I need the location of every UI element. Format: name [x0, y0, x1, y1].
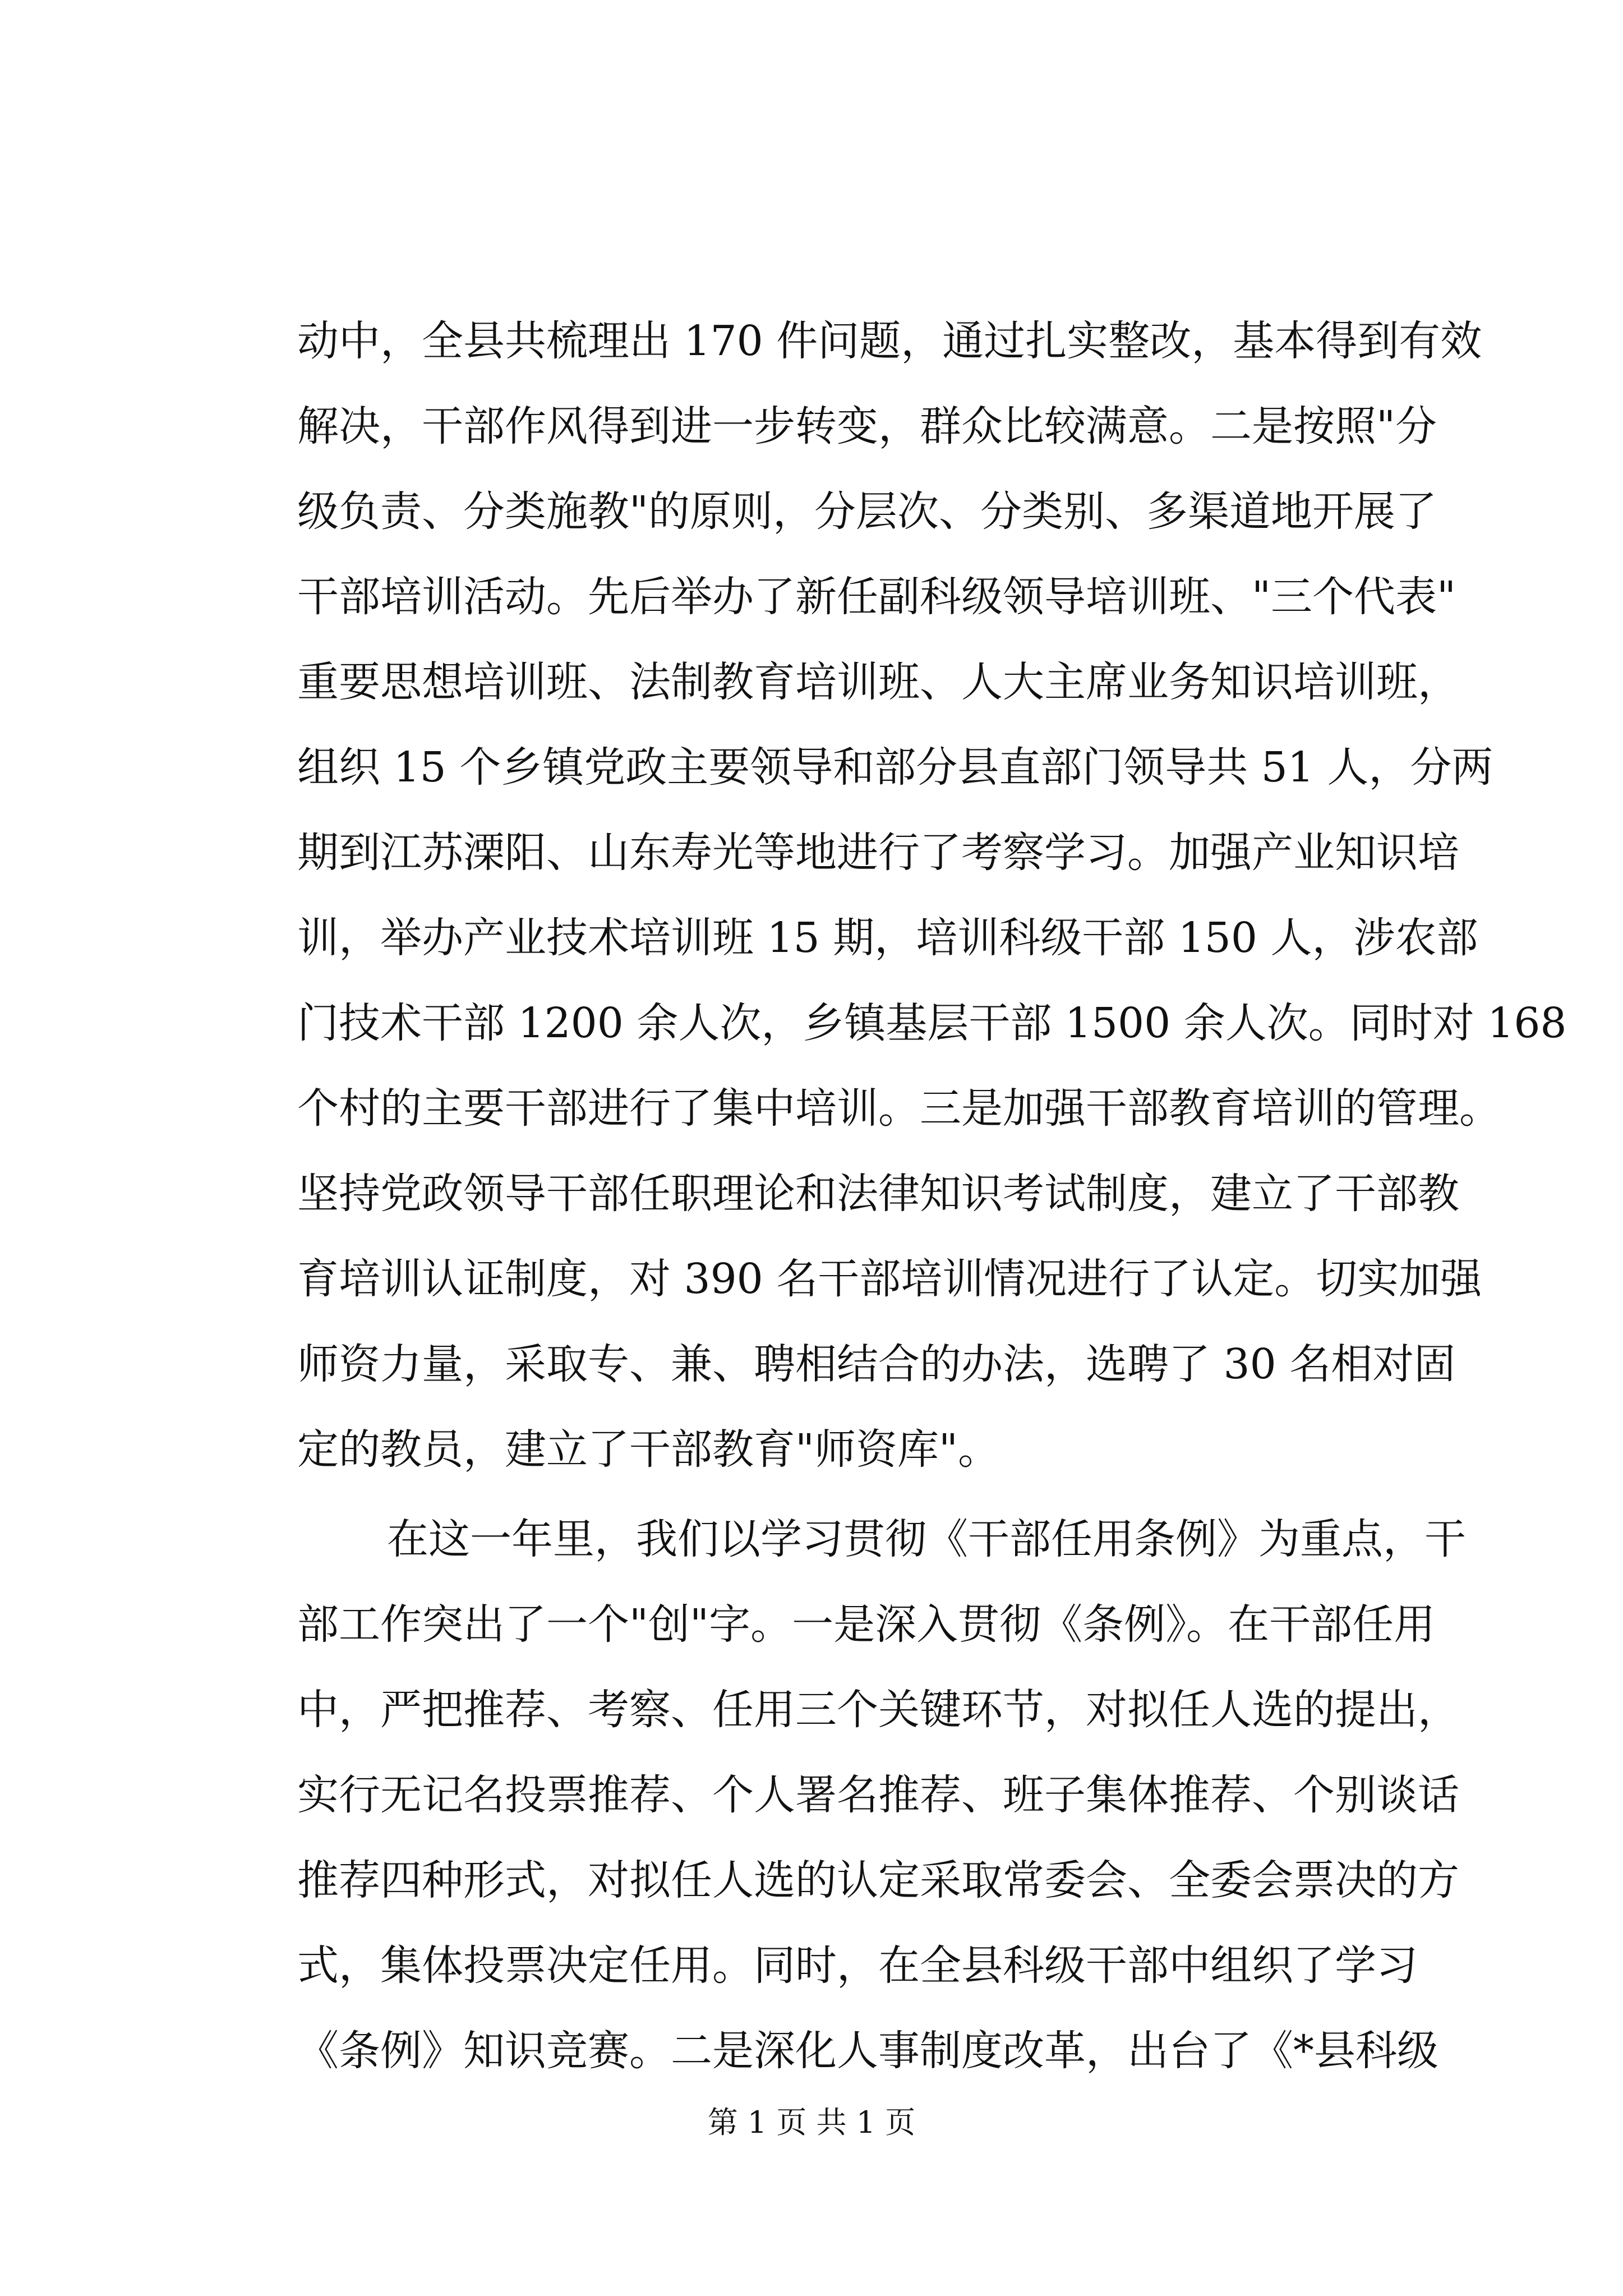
text-line: 级负责、分类施教"的原则，分层次、分类别、多渠道地开展了	[297, 487, 1437, 536]
text-line: 部工作突出了一个"创"字。一是深入贯彻《条例》。在干部任用	[297, 1600, 1436, 1649]
text-line: 中，严把推荐、考察、任用三个关键环节，对拟任人选的提出，	[297, 1686, 1459, 1734]
text-line: 解决，干部作风得到进一步转变，群众比较满意。二是按照"分	[297, 402, 1437, 450]
text-line: 推荐四种形式，对拟任人选的认定采取常委会、全委会票决的方	[297, 1856, 1459, 1904]
text-line: 师资力量，采取专、兼、聘相结合的办法，选聘了 30 名相对固	[297, 1340, 1456, 1388]
text-line: 式，集体投票决定任用。同时，在全县科级干部中组织了学习	[297, 1941, 1418, 1990]
text-line: 干部培训活动。先后举办了新任副科级领导培训班、"三个代表"	[297, 573, 1456, 621]
body-text	[297, 298, 1567, 2093]
text-line: 实行无记名投票推荐、个人署名推荐、班子集体推荐、个别谈话	[297, 1771, 1459, 1819]
text-line: 育培训认证制度，对 390 名干部培训情况进行了认定。切实加强	[297, 1255, 1482, 1303]
text-line: 训，举办产业技术培训班 15 期，培训科级干部 150 人，涉农部	[297, 914, 1478, 962]
text-line: 个村的主要干部进行了集中培训。三是加强干部教育培训的管理。	[297, 1084, 1501, 1133]
text-line: 期到江苏溧阳、山东寿光等地进行了考察学习。加强产业知识培	[297, 829, 1459, 877]
text-line: 门技术干部 1200 余人次，乡镇基层干部 1500 余人次。同时对 168	[297, 999, 1567, 1047]
text-line: 定的教员，建立了干部教育"师资库"。	[297, 1425, 1000, 1474]
paragraph-first-line: 在这一年里，我们以学习贯彻《干部任用条例》为重点，干	[387, 1515, 1466, 1563]
text-line: 组织 15 个乡镇党政主要领导和部分县直部门领导共 51 人，分两	[297, 743, 1493, 792]
page-footer: 第 1 页 共 1 页	[707, 2105, 916, 2140]
text-line: 动中，全县共梳理出 170 件问题，通过扎实整改，基本得到有效	[297, 317, 1482, 365]
text-line: 重要思想培训班、法制教育培训班、人大主席业务知识培训班，	[297, 658, 1459, 706]
text-line: 《条例》知识竞赛。二是深化人事制度改革，出台了《*县科级	[297, 2027, 1438, 2075]
text-line: 坚持党政领导干部任职理论和法律知识考试制度，建立了干部教	[297, 1170, 1459, 1218]
